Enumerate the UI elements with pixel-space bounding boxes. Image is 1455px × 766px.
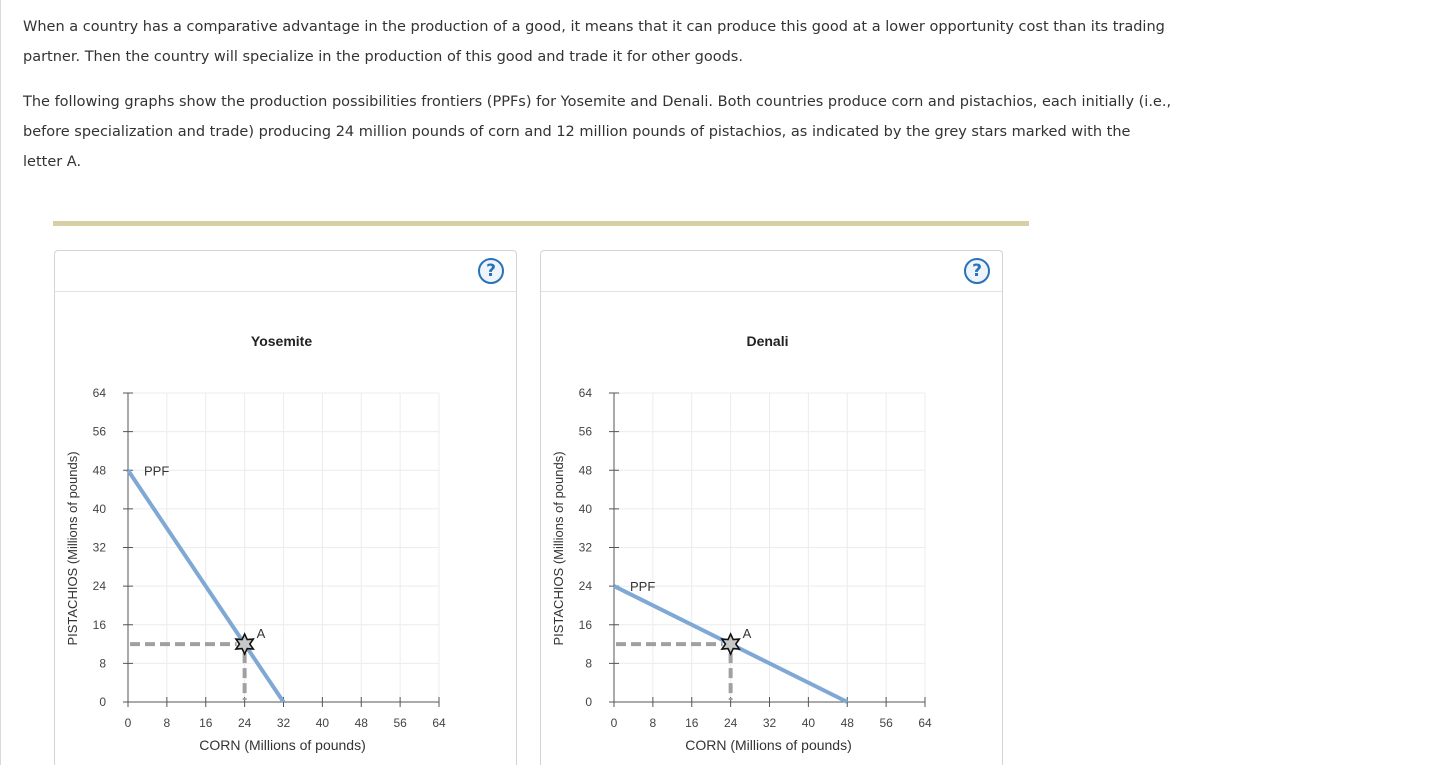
graph-panel-denali	[540, 250, 1003, 765]
y-tick-label: 24	[578, 579, 592, 594]
y-tick-label: 40	[578, 501, 592, 516]
x-tick-label: 40	[801, 716, 816, 730]
intro-paragraph-1: When a country has a comparative advantage in the production of a good, it means that it can produce this good at a lower opportunity cost than its trading partner. Then the country will specialize in the production of this good and trade it for other goods.	[23, 19, 1165, 65]
y-tick-label: 16	[92, 617, 106, 632]
y-tick-label: 40	[92, 501, 106, 516]
y-tick-label: 32	[578, 540, 592, 555]
x-tick-label: 0	[610, 716, 618, 730]
x-tick-label: 40	[315, 716, 330, 730]
y-axis-label: PISTACHIOS (Millions of pounds)	[65, 451, 80, 646]
x-tick-label: 16	[199, 716, 213, 730]
point-label: A	[742, 626, 752, 642]
y-tick-label: 32	[92, 540, 106, 555]
y-tick-label: 48	[578, 463, 592, 478]
intro-paragraph-2: The following graphs show the production possibilities frontiers (PPFs) for Yosemite and Denali. Both countries produce corn and pistachios, each initially (i.e., before specialization and trade) producing 24 million pounds of corn and 12 million pounds of pistachios, as indicated by the grey stars marked with the letter A.	[23, 94, 1172, 170]
x-tick-label: 48	[354, 716, 368, 730]
x-tick-label: 8	[649, 716, 657, 730]
ppf-label: PPF	[630, 579, 656, 595]
x-axis-label: CORN (Millions of pounds)	[199, 737, 366, 753]
y-tick-label: 8	[99, 656, 106, 671]
y-tick-label: 16	[578, 617, 592, 632]
chart-title: Yosemite	[250, 333, 313, 349]
x-tick-label: 16	[685, 716, 699, 730]
y-tick-label: 0	[585, 695, 592, 709]
y-axis-label: PISTACHIOS (Millions of pounds)	[551, 451, 566, 646]
help-icon[interactable]: ?	[478, 258, 504, 284]
x-tick-label: 8	[163, 716, 171, 730]
left-border	[0, 0, 1, 765]
x-tick-label: 24	[723, 716, 738, 730]
y-tick-label: 64	[92, 386, 106, 400]
x-tick-label: 0	[124, 716, 132, 730]
y-tick-label: 56	[578, 424, 592, 439]
section-divider	[53, 221, 1029, 226]
graph-panel-yosemite	[54, 250, 517, 765]
x-tick-label: 56	[879, 716, 893, 730]
y-tick-label: 48	[92, 463, 106, 478]
ppf-label: PPF	[144, 463, 170, 479]
help-icon[interactable]: ?	[964, 258, 990, 284]
x-tick-label: 24	[237, 716, 252, 730]
y-tick-label: 8	[585, 656, 592, 671]
point-label: A	[256, 626, 266, 642]
x-tick-label: 32	[276, 716, 291, 730]
x-tick-label: 64	[918, 716, 932, 730]
chart-title: Denali	[746, 333, 789, 349]
chart-yosemite	[55, 251, 516, 766]
x-tick-label: 56	[393, 716, 407, 730]
y-tick-label: 56	[92, 424, 106, 439]
y-tick-label: 64	[578, 386, 592, 400]
x-tick-label: 32	[762, 716, 777, 730]
star-marker-icon	[722, 634, 739, 654]
x-tick-label: 48	[840, 716, 854, 730]
x-axis-label: CORN (Millions of pounds)	[685, 737, 852, 753]
x-tick-label: 64	[432, 716, 446, 730]
chart-denali	[541, 251, 1002, 766]
y-tick-label: 24	[92, 579, 106, 594]
y-tick-label: 0	[99, 695, 106, 709]
